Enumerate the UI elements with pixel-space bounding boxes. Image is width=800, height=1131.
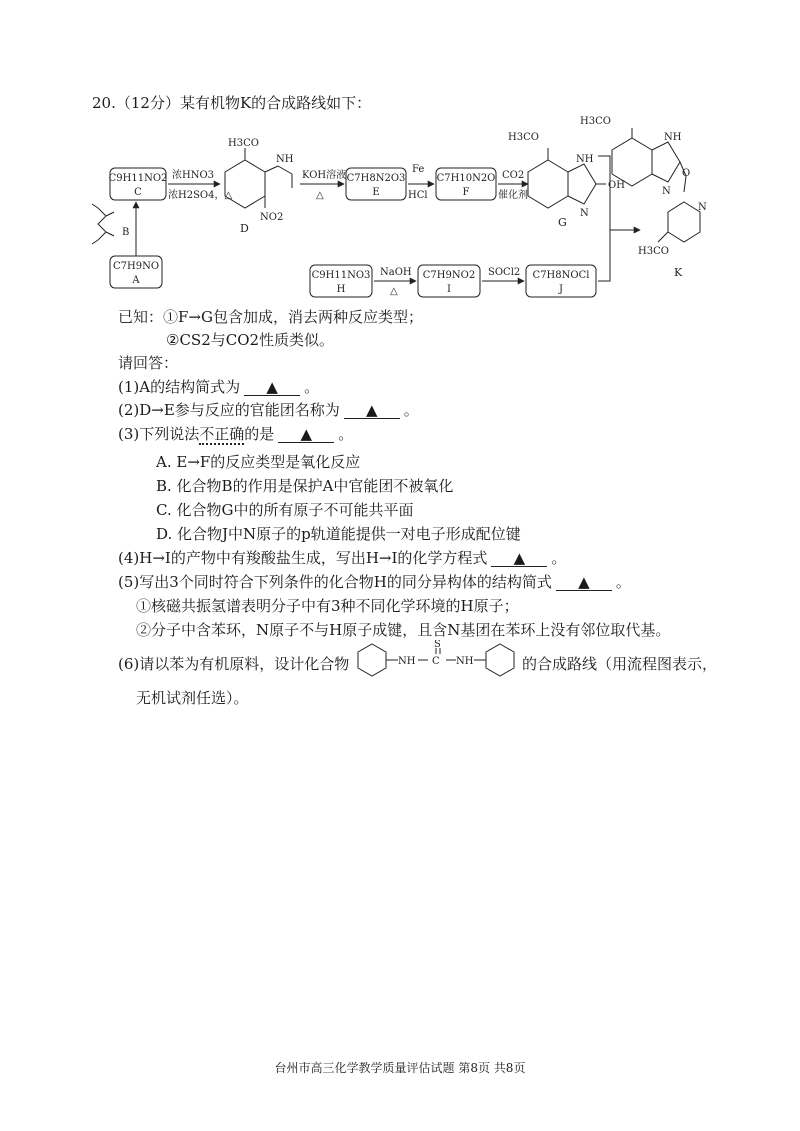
k-n: N <box>662 186 671 197</box>
box-h-formula: C9H11NO3 <box>311 270 371 281</box>
reagent-c-d-top: 浓HNO3 <box>172 170 215 181</box>
ring-k-imidazole <box>652 142 680 182</box>
k-h3co-2: H3CO <box>638 246 669 257</box>
answer-blank-2[interactable]: ▲ <box>344 402 400 419</box>
d-nh: NH <box>276 154 294 165</box>
bracket-to-k <box>598 156 610 281</box>
ring-g-imidazole <box>568 164 596 204</box>
anhydride-b <box>92 204 114 244</box>
q5-condition-2: ②分子中含苯环，N原子不与H原子成键，且含N基团在苯环上没有邻位取代基。 <box>136 621 671 639</box>
box-i-label: I <box>447 284 451 295</box>
g-nh: NH <box>576 154 594 165</box>
box-f-label: F <box>462 187 470 198</box>
q5-condition-1: ①核磁共振氢谱表明分子中有3种不同化学环境的H原子； <box>136 597 519 615</box>
q3-option-a: A. E→F的反应类型是氧化反应 <box>156 453 361 471</box>
answer-blank-3[interactable]: ▲ <box>278 426 334 443</box>
box-a-formula: C7H9NO <box>112 261 160 272</box>
synthesis-scheme <box>80 110 720 310</box>
question-6-post: 的合成路线（用流程图表示， <box>522 655 718 673</box>
question-title: 20.（12分）某有机物K的合成路线如下： <box>92 94 372 112</box>
ring-k-pyridine <box>668 202 700 242</box>
question-4: (4)H→I的产物中有羧酸盐生成，写出H→I的化学方程式 ▲ 。 <box>118 549 567 567</box>
ask-label: 请回答： <box>118 354 179 372</box>
q3-option-d: D. 化合物J中N原子的p轨道能提供一对电子形成配位键 <box>156 525 521 543</box>
g-h3co: H3CO <box>508 132 539 143</box>
box-i-formula: C7H9NO2 <box>422 270 476 281</box>
q6-s: S <box>434 640 441 650</box>
g-label: G <box>558 216 567 229</box>
reagent-d-e-bottom: △ <box>316 190 324 201</box>
k-o: O <box>682 168 691 179</box>
d-no2: NO2 <box>260 212 284 223</box>
question-6-pre: (6)请以苯为有机原料，设计化合物 <box>118 655 350 673</box>
reagent-f-g-top: CO2 <box>502 170 525 181</box>
known-2: ②CS2与CO2性质类似。 <box>166 331 335 349</box>
ring-k-benzene <box>612 138 652 186</box>
q6-nh-2: NH <box>456 656 474 667</box>
box-e-label: E <box>372 187 380 198</box>
answer-blank-4[interactable]: ▲ <box>491 550 547 567</box>
d-h3co: H3CO <box>228 138 259 149</box>
k-nh: NH <box>664 132 682 143</box>
reagent-d-e-top: KOH溶液 <box>302 170 347 181</box>
question-3: (3)下列说法不正确的是 ▲ 。 <box>118 425 354 443</box>
k-label: K <box>674 266 683 279</box>
box-h-label: H <box>336 284 346 295</box>
known-1: 已知：①F→G包含加成，消去两种反应类型； <box>118 308 423 326</box>
question-1: (1)A的结构简式为 ▲ 。 <box>118 378 320 396</box>
g-oh: OH <box>608 180 625 191</box>
answer-blank-1[interactable]: ▲ <box>244 379 300 396</box>
q6-c: C <box>432 656 440 667</box>
k-n-pyr: N <box>698 202 707 213</box>
ring-g-benzene <box>528 160 568 208</box>
reagent-h-i-top: NaOH <box>380 267 412 278</box>
k-h3co-1: H3CO <box>580 116 611 127</box>
box-f-formula: C7H10N2O <box>436 173 496 184</box>
question-2: (2)D→E参与反应的官能团名称为 ▲ 。 <box>118 401 419 419</box>
emphasis-not-correct: 不正确 <box>199 425 245 443</box>
answer-blank-5[interactable]: ▲ <box>556 574 612 591</box>
question-6-line2: 无机试剂任选）。 <box>136 689 249 707</box>
page-footer: 台州市高三化学教学质量评估试题 第8页 共8页 <box>274 1061 526 1075</box>
q6-thiourea-structure <box>352 640 522 680</box>
reagent-e-f-bottom: HCl <box>408 190 428 201</box>
d-label: D <box>240 222 249 235</box>
box-j-formula: C7H8NOCl <box>532 270 590 281</box>
box-a-label: A <box>132 275 140 286</box>
box-c-formula: C9H11NO2 <box>108 173 168 184</box>
box-e-formula: C7H8N2O3 <box>346 173 406 184</box>
g-n: N <box>580 208 589 219</box>
question-5: (5)写出3个同时符合下列条件的化合物H的同分异构体的结构简式 ▲ 。 <box>118 573 631 591</box>
reagent-f-g-bottom: 催化剂 <box>498 190 528 201</box>
box-c-label: C <box>134 187 142 198</box>
q3-option-b: B. 化合物B的作用是保护A中官能团不被氧化 <box>156 477 454 495</box>
q3-option-c: C. 化合物G中的所有原子不可能共平面 <box>156 501 414 519</box>
reagent-h-i-bottom: △ <box>390 286 398 297</box>
reagent-c-d-bottom: 浓H2SO4，△ <box>168 190 233 201</box>
reagent-i-j-top: SOCl2 <box>488 267 521 278</box>
reagent-a-c: B <box>122 227 130 238</box>
q6-nh-1: NH <box>398 656 416 667</box>
reagent-e-f-top: Fe <box>412 164 425 175</box>
box-j-label: J <box>558 284 564 295</box>
